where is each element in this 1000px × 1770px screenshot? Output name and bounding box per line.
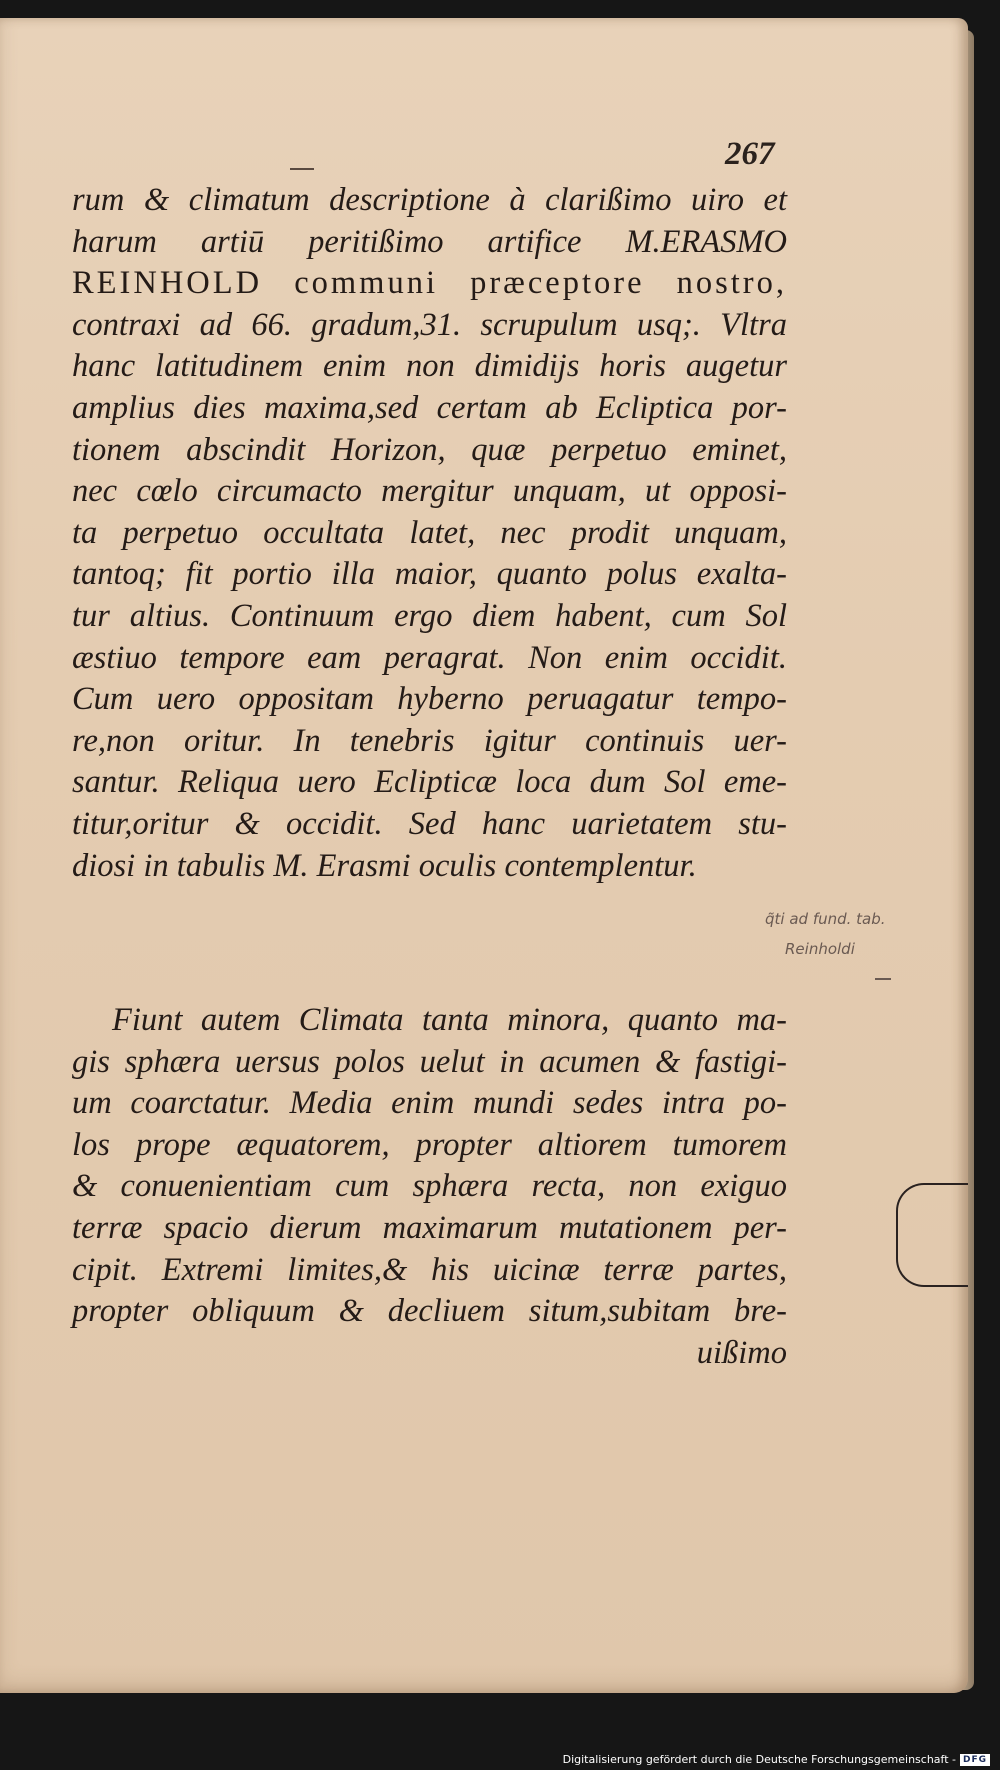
credit-text: Digitalisierung gefördert durch die Deutsche Forschungsgemeinschaft - <box>562 1753 956 1766</box>
text-line: santur. Reliqua uero Eclipticæ loca dum Sol eme- <box>72 764 787 801</box>
text-line: titur,oritur & occidit. Sed hanc uarietatem stu- <box>72 805 787 842</box>
marginal-mark <box>875 978 891 980</box>
text-line: ta perpetuo occultata latet, nec prodit unquam, <box>72 514 787 551</box>
text-line: re,non oritur. In tenebris igitur continuis uer- <box>72 722 787 759</box>
text-line: tantoq; fit portio illa maior, quanto polus exalta- <box>72 556 787 593</box>
paragraph-2 <box>72 1000 787 1374</box>
dfg-logo: DFG <box>960 1754 990 1766</box>
text-line: cipit. Extremi limites,& his uicinæ terræ partes, <box>72 1251 787 1288</box>
text-line: REINHOLD communi præceptore nostro, <box>72 265 787 302</box>
text-line: Cum uero oppositam hyberno peruagatur tempo- <box>72 681 787 718</box>
text-line: Fiunt autem Climata tanta minora, quanto ma- <box>112 1002 787 1038</box>
footer-credit <box>563 1753 990 1766</box>
page-number: 267 <box>725 136 775 172</box>
marginal-note: q̃ti ad fund. tab. <box>765 910 886 928</box>
text-line: gis sphæra uersus polos uelut in acumen & fastigi- <box>72 1043 787 1080</box>
marginal-note: Reinholdi <box>785 940 855 958</box>
catchword: uißimo <box>696 1334 787 1371</box>
text-line: harum artiū peritißimo artifice M.ERASMO <box>72 223 787 260</box>
text-line: los prope æquatorem, propter altiorem tumorem <box>72 1126 787 1163</box>
text-line: nec cœlo circumacto mergitur unquam, ut opposi- <box>72 473 787 510</box>
text-line: terræ spacio dierum maximarum mutationem per- <box>72 1209 787 1246</box>
text-line: tionem abscindit Horizon, quæ perpetuo eminet, <box>72 431 787 468</box>
text-line: contraxi ad 66. gradum,31. scrupulum usq;. Vltra <box>72 306 787 343</box>
book-page <box>0 18 968 1693</box>
text-line: amplius dies maxima,sed certam ab Ecliptica por- <box>72 389 787 426</box>
text-line: & conuenientiam cum sphæra recta, non exiguo <box>72 1168 787 1205</box>
text-line: hanc latitudinem enim non dimidijs horis augetur <box>72 348 787 385</box>
text-line: rum & climatum descriptione à clarißimo uiro et <box>72 182 787 218</box>
text-line: um coarctatur. Media enim mundi sedes intra po- <box>72 1085 787 1122</box>
book-clasp <box>896 1183 968 1287</box>
text-line: tur altius. Continuum ergo diem habent, cum Sol <box>72 597 787 634</box>
text-line: diosi in tabulis M. Erasmi oculis contemplentur. <box>72 847 697 884</box>
text-line: æstiuo tempore eam peragrat. Non enim occidit. <box>72 639 787 676</box>
paragraph-1 <box>72 180 787 887</box>
text-line: propter obliquum & decliuem situm,subitam bre- <box>72 1293 787 1330</box>
